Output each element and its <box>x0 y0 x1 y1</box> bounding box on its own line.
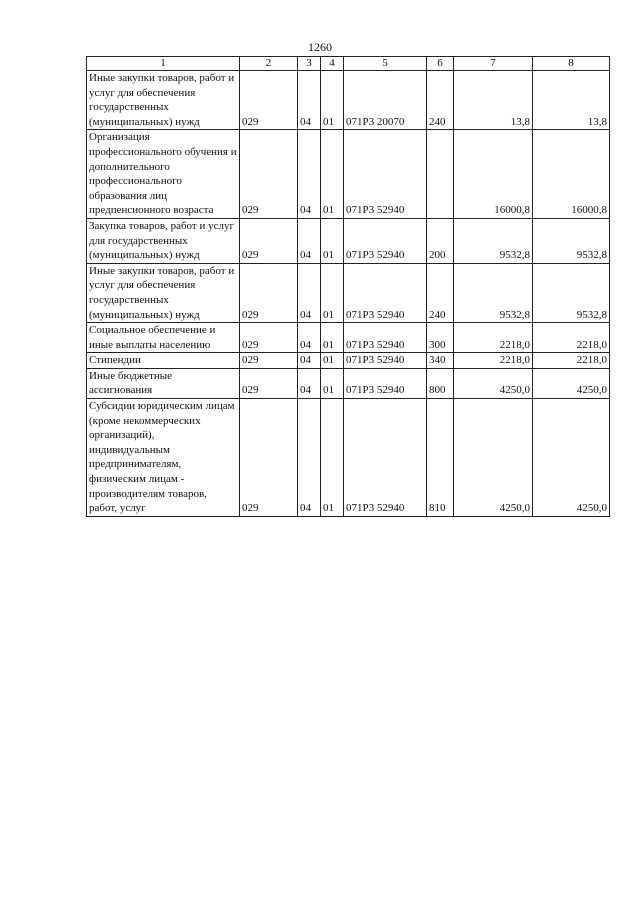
row-col3: 04 <box>298 218 321 263</box>
row-col4: 01 <box>321 218 344 263</box>
row-col5: 071Р3 52940 <box>344 218 427 263</box>
row-col7: 2218,0 <box>454 353 533 369</box>
row-col4: 01 <box>321 368 344 398</box>
row-col5: 071Р3 52940 <box>344 399 427 517</box>
row-col7: 16000,8 <box>454 130 533 219</box>
row-col8: 9532,8 <box>533 218 610 263</box>
header-cell: 1 <box>87 57 240 71</box>
table-row <box>87 399 610 517</box>
table-row <box>87 353 610 369</box>
row-col6: 340 <box>427 353 454 369</box>
row-col2: 029 <box>240 130 298 219</box>
header-cell: 5 <box>344 57 427 71</box>
row-col6: 200 <box>427 218 454 263</box>
row-col3: 04 <box>298 263 321 322</box>
header-cell: 6 <box>427 57 454 71</box>
row-col5: 071Р3 52940 <box>344 263 427 322</box>
header-cell: 7 <box>454 57 533 71</box>
row-col5: 071Р3 52940 <box>344 130 427 219</box>
row-col6: 240 <box>427 71 454 130</box>
row-col2: 029 <box>240 71 298 130</box>
row-name: Организация профессионального обучения и дополнительного профессионального образования лиц предпенсионного возраста <box>87 130 240 219</box>
row-name: Иные закупки товаров, работ и услуг для обеспечения государственных (муниципальных) нужд <box>87 263 240 322</box>
table-row <box>87 71 610 130</box>
page-number: 1260 <box>308 40 332 54</box>
table-row <box>87 218 610 263</box>
header-cell: 2 <box>240 57 298 71</box>
row-name: Социальное обеспечение и иные выплаты населению <box>87 323 240 353</box>
row-col4: 01 <box>321 323 344 353</box>
table-row <box>87 263 610 322</box>
row-name: Закупка товаров, работ и услуг для государственных (муниципальных) нужд <box>87 218 240 263</box>
row-col8: 4250,0 <box>533 368 610 398</box>
row-col8: 4250,0 <box>533 399 610 517</box>
row-name: Иные закупки товаров, работ и услуг для обеспечения государственных (муниципальных) нужд <box>87 71 240 130</box>
table-row <box>87 323 610 353</box>
row-col5: 071Р3 20070 <box>344 71 427 130</box>
row-col3: 04 <box>298 353 321 369</box>
row-name: Иные бюджетные ассигнования <box>87 368 240 398</box>
table-row <box>87 368 610 398</box>
row-col2: 029 <box>240 368 298 398</box>
row-col2: 029 <box>240 323 298 353</box>
row-col7: 9532,8 <box>454 263 533 322</box>
row-name: Субсидии юридическим лицам (кроме некоммерческих организаций), индивидуальным предпринимателям, физическим лицам - производителям товаров, работ, услуг <box>87 399 240 517</box>
row-col7: 13,8 <box>454 71 533 130</box>
row-col3: 04 <box>298 368 321 398</box>
row-col8: 16000,8 <box>533 130 610 219</box>
row-col2: 029 <box>240 399 298 517</box>
row-col2: 029 <box>240 263 298 322</box>
row-col2: 029 <box>240 353 298 369</box>
row-col5: 071Р3 52940 <box>344 353 427 369</box>
row-col7: 2218,0 <box>454 323 533 353</box>
row-col3: 04 <box>298 71 321 130</box>
row-col4: 01 <box>321 71 344 130</box>
row-col3: 04 <box>298 399 321 517</box>
row-name: Стипендии <box>87 353 240 369</box>
header-cell: 3 <box>298 57 321 71</box>
row-col4: 01 <box>321 130 344 219</box>
row-col2: 029 <box>240 218 298 263</box>
row-col5: 071Р3 52940 <box>344 323 427 353</box>
row-col4: 01 <box>321 399 344 517</box>
row-col6 <box>427 130 454 219</box>
row-col6: 810 <box>427 399 454 517</box>
row-col6: 240 <box>427 263 454 322</box>
row-col5: 071Р3 52940 <box>344 368 427 398</box>
row-col8: 9532,8 <box>533 263 610 322</box>
row-col7: 9532,8 <box>454 218 533 263</box>
row-col7: 4250,0 <box>454 399 533 517</box>
row-col8: 2218,0 <box>533 353 610 369</box>
header-row <box>87 57 610 71</box>
row-col4: 01 <box>321 263 344 322</box>
row-col8: 2218,0 <box>533 323 610 353</box>
row-col3: 04 <box>298 130 321 219</box>
budget-table <box>86 56 610 517</box>
row-col3: 04 <box>298 323 321 353</box>
table-row <box>87 130 610 219</box>
row-col7: 4250,0 <box>454 368 533 398</box>
row-col4: 01 <box>321 353 344 369</box>
row-col6: 300 <box>427 323 454 353</box>
header-cell: 4 <box>321 57 344 71</box>
header-cell: 8 <box>533 57 610 71</box>
row-col8: 13,8 <box>533 71 610 130</box>
row-col6: 800 <box>427 368 454 398</box>
